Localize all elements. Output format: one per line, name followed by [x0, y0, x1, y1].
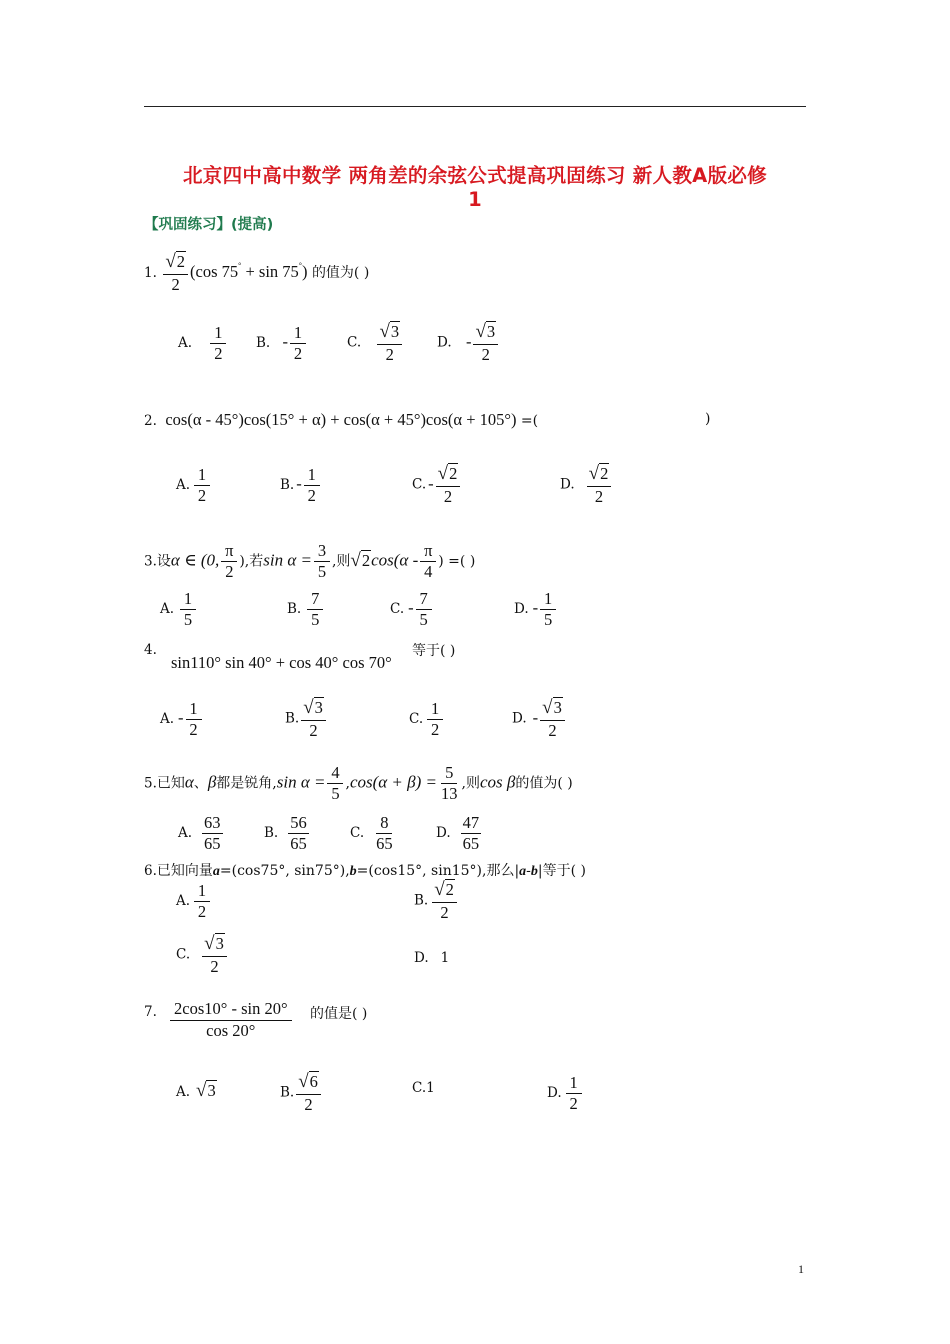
q5-option-c[interactable]: C. $\frac{8}{65}$: [350, 813, 393, 854]
question-4-tail: 等于( ): [412, 643, 456, 659]
q3-option-c[interactable]: C. - $\frac{7}{5}$: [390, 590, 434, 629]
q3-option-a[interactable]: A. $\frac{1}{5}$: [160, 590, 198, 629]
question-4-number: 4.: [144, 642, 157, 658]
q7-option-c[interactable]: C.1: [412, 1080, 435, 1096]
q4-option-d[interactable]: D. - $\frac{√3}{2}$: [512, 698, 567, 740]
answer-blank-open: =(: [520, 413, 539, 429]
expression: cos(α - 45°)cos(15° + α) + cos(α + 45°)cos(α + 105°): [165, 410, 517, 429]
q6-option-d[interactable]: D. 1: [414, 950, 450, 966]
section-heading: 【巩固练习】(提高): [144, 217, 274, 233]
q1-option-c[interactable]: C. $\frac{√3}{2}$: [347, 322, 404, 364]
q4-option-b[interactable]: B. $\frac{√3}{2}$: [285, 698, 328, 740]
question-5: 5.已知α、β都是锐角,sin α = $\frac{4}{5}$ ,cos(α + β) = $\frac{5}{13}$ ,则cos β的值为( ): [144, 763, 573, 804]
q6-option-a[interactable]: A. $\frac{1}{2}$: [176, 882, 212, 921]
q2-option-a[interactable]: A. $\frac{1}{2}$: [176, 466, 212, 505]
q3-option-b[interactable]: B. $\frac{7}{5}$: [287, 590, 325, 629]
q5-option-b[interactable]: B. $\frac{56}{65}$: [264, 813, 307, 854]
question-1: [144, 252, 369, 294]
question-number: 1.: [144, 265, 157, 281]
question-tail: 的值为( ): [311, 265, 370, 281]
question-2: [144, 410, 538, 430]
header-rule: [144, 106, 806, 107]
document-title-line1: 北京四中高中数学 两角差的余弦公式提高巩固练习 新人教A版必修: [183, 164, 767, 187]
q6-option-b[interactable]: B. $\frac{√2}{2}$: [414, 880, 459, 922]
q5-option-a[interactable]: A. $\frac{63}{65}$: [178, 813, 221, 854]
q4-option-a[interactable]: A. - $\frac{1}{2}$: [160, 700, 204, 739]
answer-blank-close: ): [705, 411, 711, 427]
q7-option-b[interactable]: B. $\frac{√6}{2}$: [280, 1072, 323, 1114]
q2-option-b[interactable]: B. - $\frac{1}{2}$: [280, 466, 322, 505]
q1-option-a[interactable]: A. $\frac{1}{2}$: [178, 324, 228, 363]
question-number: 2.: [144, 413, 157, 429]
q7-option-a[interactable]: A. √3: [176, 1080, 216, 1101]
question-7-fraction: $\frac{2\cos 10^\circ - \sin 20^\circ}{\cos 20^\circ}$: [170, 1000, 292, 1040]
question-6: 6.已知向量a=(cos75°, sin75°),b=(cos15°, sin15°),那么|a-b|等于( ): [144, 863, 586, 879]
q1-option-d[interactable]: D. - $\frac{√3}{2}$: [437, 322, 500, 364]
question-7-tail: 的值是( ): [310, 1006, 368, 1022]
question-7-number: 7.: [144, 1004, 157, 1020]
expression: (cos 75° + sin 75°): [190, 261, 308, 281]
page-number: 1: [798, 1262, 804, 1276]
q4-option-c[interactable]: C. $\frac{1}{2}$: [409, 700, 445, 739]
coefficient-fraction: $\frac{√2}{2}$: [163, 252, 188, 294]
q1-option-b[interactable]: B. - $\frac{1}{2}$: [256, 324, 308, 363]
q2-option-c[interactable]: C. - $\frac{√2}{2}$: [412, 464, 462, 506]
q2-option-d[interactable]: D. $\frac{√2}{2}$: [560, 464, 613, 506]
question-4-expression: sin110° sin 40° + cos 40° cos 70°: [171, 653, 392, 672]
question-3: 3.设α ∈ (0, $\frac{\pi}{2}$ ),若sin α = $\frac{3}{5}$ ,则√2cos(α - $\frac{\pi}{4}$ ) =( ): [144, 541, 476, 582]
q6-option-c[interactable]: C. $\frac{√3}{2}$: [176, 934, 229, 976]
q7-option-d[interactable]: D. $\frac{1}{2}$: [547, 1074, 584, 1113]
q5-option-d[interactable]: D. $\frac{47}{65}$: [436, 813, 480, 854]
document-title-line2: 1: [468, 188, 482, 211]
q3-option-d[interactable]: D. - $\frac{1}{5}$: [514, 590, 558, 629]
